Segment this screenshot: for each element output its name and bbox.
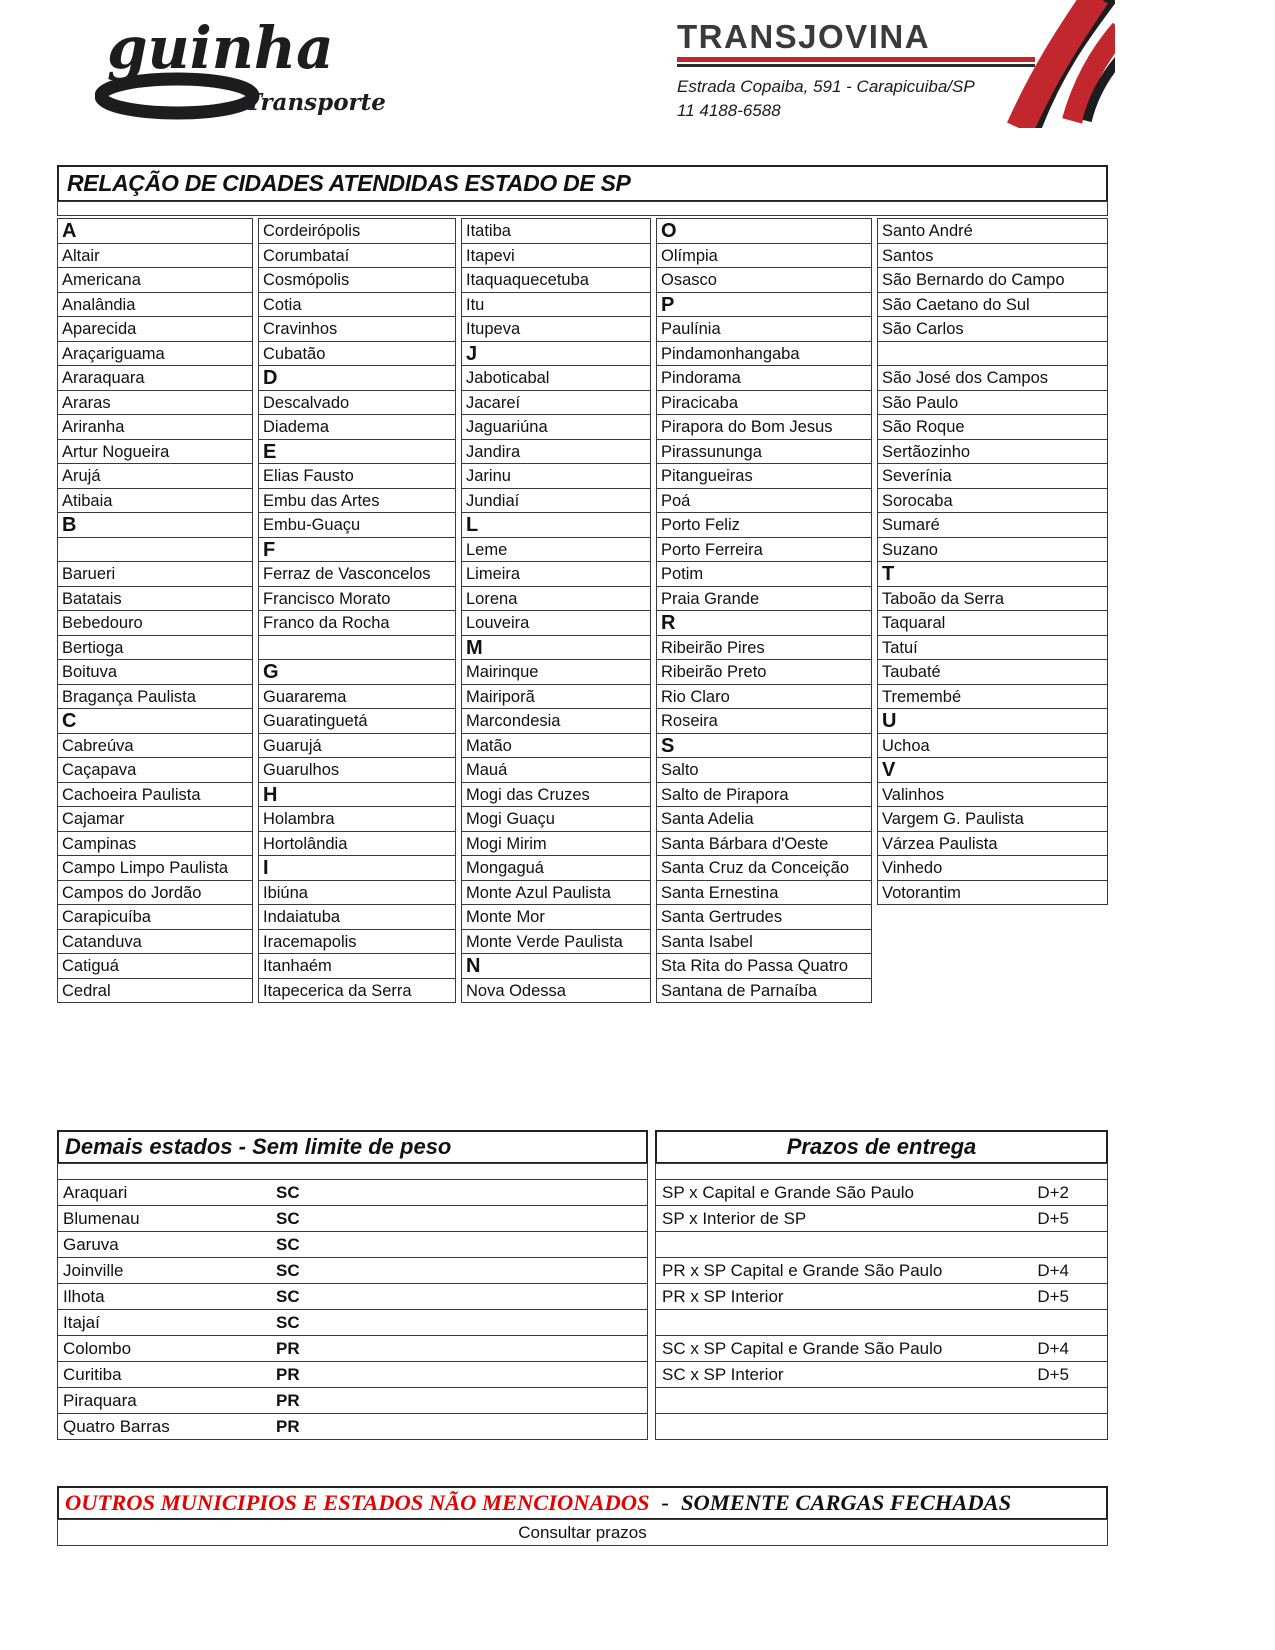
empty-row — [655, 1413, 1108, 1440]
letter-header-cell: E — [258, 439, 456, 465]
city-cell: Holambra — [258, 806, 456, 832]
route-label: SC x SP Interior — [662, 1364, 784, 1384]
delivery-time-row — [655, 1179, 1108, 1206]
city-cell: Ariranha — [57, 414, 253, 440]
city-cell: Severínia — [877, 463, 1108, 489]
city-cell: Leme — [461, 537, 651, 563]
city-cell: Bebedouro — [57, 610, 253, 636]
state-code: SC — [276, 1208, 300, 1228]
route-label: SP x Interior de SP — [662, 1208, 807, 1228]
delivery-time-row — [655, 1335, 1108, 1362]
letter-header-cell: C — [57, 708, 253, 734]
state-city-row — [57, 1335, 648, 1362]
city-cell: Piracicaba — [656, 390, 872, 416]
city-cell: Porto Ferreira — [656, 537, 872, 563]
city-cell: Santa Bárbara d'Oeste — [656, 831, 872, 857]
empty-spacer-row — [655, 1163, 1108, 1180]
empty-cell — [877, 341, 1108, 367]
empty-spacer-row — [57, 1163, 648, 1180]
letter-header-cell: L — [461, 512, 651, 538]
city-cell: Cotia — [258, 292, 456, 318]
city-cell: Sumaré — [877, 512, 1108, 538]
empty-row — [655, 1231, 1108, 1258]
city-cell: Santa Gertrudes — [656, 904, 872, 930]
letter-header-cell: V — [877, 757, 1108, 783]
empty-spacer-row — [57, 201, 1108, 216]
state-code: PR — [276, 1416, 300, 1436]
delivery-days: D+5 — [1037, 1286, 1069, 1306]
city-cell: Americana — [57, 267, 253, 293]
city-cell: Mogi Guaçu — [461, 806, 651, 832]
bottom-tables — [57, 1130, 1108, 1440]
empty-cell — [57, 537, 253, 563]
city-cell: Cajamar — [57, 806, 253, 832]
other-states-title: Demais estados - Sem limite de peso — [57, 1130, 648, 1164]
city-cell: Cravinhos — [258, 316, 456, 342]
city-column — [877, 219, 1108, 1003]
state-city-row — [57, 1283, 648, 1310]
city-cell: Cabreúva — [57, 733, 253, 759]
city-cell: Osasco — [656, 267, 872, 293]
city-cell: Indaiatuba — [258, 904, 456, 930]
notice-separator: - — [661, 1490, 670, 1515]
city-cell: Francisco Morato — [258, 586, 456, 612]
city-cell: Araraquara — [57, 365, 253, 391]
state-city-row — [57, 1257, 648, 1284]
city-cell: Mauá — [461, 757, 651, 783]
city-cell: Uchoa — [877, 733, 1108, 759]
city-cell: Catanduva — [57, 929, 253, 955]
city-cell: Barueri — [57, 561, 253, 587]
city-cell: Jacareí — [461, 390, 651, 416]
guinha-logo — [95, 8, 425, 126]
city-cell: Porto Feliz — [656, 512, 872, 538]
letter-header-cell: H — [258, 782, 456, 808]
city-cell: Vargem G. Paulista — [877, 806, 1108, 832]
city-cell: Mairiporã — [461, 684, 651, 710]
city-cell: Itu — [461, 292, 651, 318]
city-cell: Itatiba — [461, 218, 651, 244]
city-cell: Embu das Artes — [258, 488, 456, 514]
letter-header-cell: A — [57, 218, 253, 244]
sp-cities-section — [57, 165, 1108, 1003]
city-cell: Itapecerica da Serra — [258, 978, 456, 1004]
footer-banner — [57, 1486, 1108, 1546]
company-name: TRANSJOVINA — [677, 18, 931, 55]
delivery-days: D+5 — [1037, 1364, 1069, 1384]
notice-black-text: SOMENTE CARGAS FECHADAS — [681, 1490, 1012, 1515]
guinha-logo-graphic — [95, 8, 425, 126]
city-cell: Cordeirópolis — [258, 218, 456, 244]
city-cell: Elias Fausto — [258, 463, 456, 489]
city-cell: Campinas — [57, 831, 253, 857]
city-cell: Olímpia — [656, 243, 872, 269]
city-cell: Boituva — [57, 659, 253, 685]
empty-cell — [258, 635, 456, 661]
city-name: Quatro Barras — [63, 1416, 170, 1436]
city-cell: Cubatão — [258, 341, 456, 367]
state-code: PR — [276, 1338, 300, 1358]
city-cell: Monte Azul Paulista — [461, 880, 651, 906]
delivery-times-panel — [655, 1130, 1108, 1440]
logo-stripe-red — [677, 57, 1035, 62]
city-cell: Valinhos — [877, 782, 1108, 808]
city-cell: Embu-Guaçu — [258, 512, 456, 538]
letter-header-cell: U — [877, 708, 1108, 734]
city-cell: Itaquaquecetuba — [461, 267, 651, 293]
state-city-row — [57, 1387, 648, 1414]
city-cell: Limeira — [461, 561, 651, 587]
city-cell: Paulínia — [656, 316, 872, 342]
delivery-time-row — [655, 1361, 1108, 1388]
route-label: SP x Capital e Grande São Paulo — [662, 1182, 915, 1202]
delivery-days: D+4 — [1037, 1260, 1069, 1280]
company-phone: 11 4188-6588 — [677, 101, 781, 120]
city-cell: Hortolândia — [258, 831, 456, 857]
city-cell: Santo André — [877, 218, 1108, 244]
transjovina-logo — [677, 20, 1047, 121]
letter-header-cell: R — [656, 610, 872, 636]
letter-header-cell: G — [258, 659, 456, 685]
city-cell: Cosmópolis — [258, 267, 456, 293]
city-cell: Pirapora do Bom Jesus — [656, 414, 872, 440]
city-cell: Pindamonhangaba — [656, 341, 872, 367]
city-cell: Jarinu — [461, 463, 651, 489]
city-cell: São Paulo — [877, 390, 1108, 416]
state-city-row — [57, 1179, 648, 1206]
consult-row: Consultar prazos — [57, 1519, 1108, 1546]
delivery-days: D+4 — [1037, 1338, 1069, 1358]
letter-header-cell: M — [461, 635, 651, 661]
city-cell: Artur Nogueira — [57, 439, 253, 465]
state-code: SC — [276, 1312, 300, 1332]
city-cell: Monte Mor — [461, 904, 651, 930]
city-column — [461, 219, 651, 1003]
empty-row — [655, 1387, 1108, 1414]
city-name: Blumenau — [63, 1208, 140, 1228]
city-cell: Santa Cruz da Conceição — [656, 855, 872, 881]
state-code: SC — [276, 1286, 300, 1306]
city-cell: Taquaral — [877, 610, 1108, 636]
city-cell: Guaratinguetá — [258, 708, 456, 734]
empty-row — [655, 1309, 1108, 1336]
city-cell: Catiguá — [57, 953, 253, 979]
letter-header-cell: I — [258, 855, 456, 881]
logo-stripe-dark — [677, 64, 1035, 67]
company-address: Estrada Copaiba, 591 - Carapicuiba/SP — [677, 77, 975, 96]
delivery-time-row — [655, 1257, 1108, 1284]
city-cell: São Roque — [877, 414, 1108, 440]
city-column — [258, 219, 456, 1003]
city-cell: Taubaté — [877, 659, 1108, 685]
city-cell: Suzano — [877, 537, 1108, 563]
city-cell: Tremembé — [877, 684, 1108, 710]
letter-header-cell: T — [877, 561, 1108, 587]
city-cell: Analândia — [57, 292, 253, 318]
city-cell: Jandira — [461, 439, 651, 465]
city-cell: Cedral — [57, 978, 253, 1004]
city-cell: Salto — [656, 757, 872, 783]
city-cell: Matão — [461, 733, 651, 759]
city-cell: Mogi Mirim — [461, 831, 651, 857]
city-name: Colombo — [63, 1338, 132, 1358]
state-code: SC — [276, 1182, 300, 1202]
city-name: Ilhota — [63, 1286, 105, 1306]
letter-header-cell: P — [656, 292, 872, 318]
city-cell: Mogi das Cruzes — [461, 782, 651, 808]
route-label: PR x SP Interior — [662, 1286, 784, 1306]
road-swoosh-graphic — [1003, 0, 1115, 133]
city-cell: Taboão da Serra — [877, 586, 1108, 612]
city-cell: Corumbataí — [258, 243, 456, 269]
state-city-row — [57, 1361, 648, 1388]
city-cell: Nova Odessa — [461, 978, 651, 1004]
city-cell: Ferraz de Vasconcelos — [258, 561, 456, 587]
city-cell: Arujá — [57, 463, 253, 489]
city-cell: Roseira — [656, 708, 872, 734]
delivery-days: D+2 — [1037, 1182, 1069, 1202]
city-cell: Vinhedo — [877, 855, 1108, 881]
city-name: Itajaí — [63, 1312, 100, 1332]
city-cell: Santana de Parnaíba — [656, 978, 872, 1004]
delivery-time-row — [655, 1205, 1108, 1232]
city-cell: Monte Verde Paulista — [461, 929, 651, 955]
city-cell: Campo Limpo Paulista — [57, 855, 253, 881]
delivery-times-rows — [655, 1179, 1108, 1440]
city-cell: Praia Grande — [656, 586, 872, 612]
city-cell: Pitangueiras — [656, 463, 872, 489]
city-cell: Carapicuíba — [57, 904, 253, 930]
notice-red-text: OUTROS MUNICIPIOS E ESTADOS NÃO MENCIONADOS — [65, 1490, 650, 1515]
city-cell: Altair — [57, 243, 253, 269]
city-cell: Poá — [656, 488, 872, 514]
route-label: PR x SP Capital e Grande São Paulo — [662, 1260, 943, 1280]
letter-header-cell: N — [461, 953, 651, 979]
city-cell: Tatuí — [877, 635, 1108, 661]
city-cell: Iracemapolis — [258, 929, 456, 955]
city-cell: Jaguariúna — [461, 414, 651, 440]
city-cell: Pindorama — [656, 365, 872, 391]
city-cell: Mongaguá — [461, 855, 651, 881]
city-cell: Pirassununga — [656, 439, 872, 465]
city-cell: Potim — [656, 561, 872, 587]
delivery-days: D+5 — [1037, 1208, 1069, 1228]
state-city-row — [57, 1413, 648, 1440]
state-city-row — [57, 1309, 648, 1336]
city-cell: Ibiúna — [258, 880, 456, 906]
state-code: SC — [276, 1260, 300, 1280]
city-cell: Jundiaí — [461, 488, 651, 514]
city-cell: Aparecida — [57, 316, 253, 342]
city-cell: Votorantim — [877, 880, 1108, 906]
city-cell: Mairinque — [461, 659, 651, 685]
letter-header-cell: B — [57, 512, 253, 538]
letter-header-cell: O — [656, 218, 872, 244]
logo-subtitle: Transporte — [245, 89, 386, 116]
city-cell: Caçapava — [57, 757, 253, 783]
delivery-times-title: Prazos de entrega — [655, 1130, 1108, 1164]
delivery-time-row — [655, 1283, 1108, 1310]
cities-grid — [57, 219, 1108, 1003]
sp-table-title: RELAÇÃO DE CIDADES ATENDIDAS ESTADO DE SP — [57, 165, 1108, 202]
city-cell: Santos — [877, 243, 1108, 269]
city-cell: Campos do Jordão — [57, 880, 253, 906]
state-city-row — [57, 1205, 648, 1232]
city-cell: Louveira — [461, 610, 651, 636]
city-cell: Guarulhos — [258, 757, 456, 783]
city-cell: Ribeirão Preto — [656, 659, 872, 685]
route-label: SC x SP Capital e Grande São Paulo — [662, 1338, 943, 1358]
city-cell: Rio Claro — [656, 684, 872, 710]
city-name: Piraquara — [63, 1390, 137, 1410]
city-cell: Sta Rita do Passa Quatro — [656, 953, 872, 979]
city-cell: Santa Isabel — [656, 929, 872, 955]
city-name: Araquari — [63, 1182, 128, 1202]
city-cell: Ribeirão Pires — [656, 635, 872, 661]
letter-header-cell: S — [656, 733, 872, 759]
city-cell: Santa Adelia — [656, 806, 872, 832]
city-cell: Santa Ernestina — [656, 880, 872, 906]
city-cell: Guararema — [258, 684, 456, 710]
city-cell: Franco da Rocha — [258, 610, 456, 636]
city-cell: São Caetano do Sul — [877, 292, 1108, 318]
city-cell: Guarujá — [258, 733, 456, 759]
state-city-row — [57, 1231, 648, 1258]
city-name: Curitiba — [63, 1364, 122, 1384]
city-cell: Itupeva — [461, 316, 651, 342]
city-cell: São Carlos — [877, 316, 1108, 342]
city-cell: Jaboticabal — [461, 365, 651, 391]
city-cell: Itanhaém — [258, 953, 456, 979]
notice-row — [57, 1486, 1108, 1520]
letter-header-cell: F — [258, 537, 456, 563]
state-code: PR — [276, 1364, 300, 1384]
city-cell: Araras — [57, 390, 253, 416]
city-cell: Batatais — [57, 586, 253, 612]
state-code: SC — [276, 1234, 300, 1254]
city-cell: Salto de Pirapora — [656, 782, 872, 808]
city-cell: Descalvado — [258, 390, 456, 416]
city-cell: Sorocaba — [877, 488, 1108, 514]
city-cell: Sertãozinho — [877, 439, 1108, 465]
other-states-rows — [57, 1179, 648, 1440]
city-cell: Várzea Paulista — [877, 831, 1108, 857]
letter-header-cell: J — [461, 341, 651, 367]
city-name: Joinville — [63, 1260, 124, 1280]
city-name: Garuva — [63, 1234, 119, 1254]
logo-wordmark: guinha — [107, 14, 334, 82]
city-cell: Cachoeira Paulista — [57, 782, 253, 808]
letter-header-cell: D — [258, 365, 456, 391]
city-cell: Lorena — [461, 586, 651, 612]
other-states-panel — [57, 1130, 648, 1440]
city-cell: São José dos Campos — [877, 365, 1108, 391]
city-cell: Itapevi — [461, 243, 651, 269]
city-cell: Diadema — [258, 414, 456, 440]
city-cell: Bertioga — [57, 635, 253, 661]
city-column — [57, 219, 253, 1003]
logo-loop-shape — [101, 79, 253, 113]
city-cell: Araçariguama — [57, 341, 253, 367]
city-cell: Bragança Paulista — [57, 684, 253, 710]
city-cell: São Bernardo do Campo — [877, 267, 1108, 293]
city-cell: Marcondesia — [461, 708, 651, 734]
city-column — [656, 219, 872, 1003]
state-code: PR — [276, 1390, 300, 1410]
city-cell: Atibaia — [57, 488, 253, 514]
